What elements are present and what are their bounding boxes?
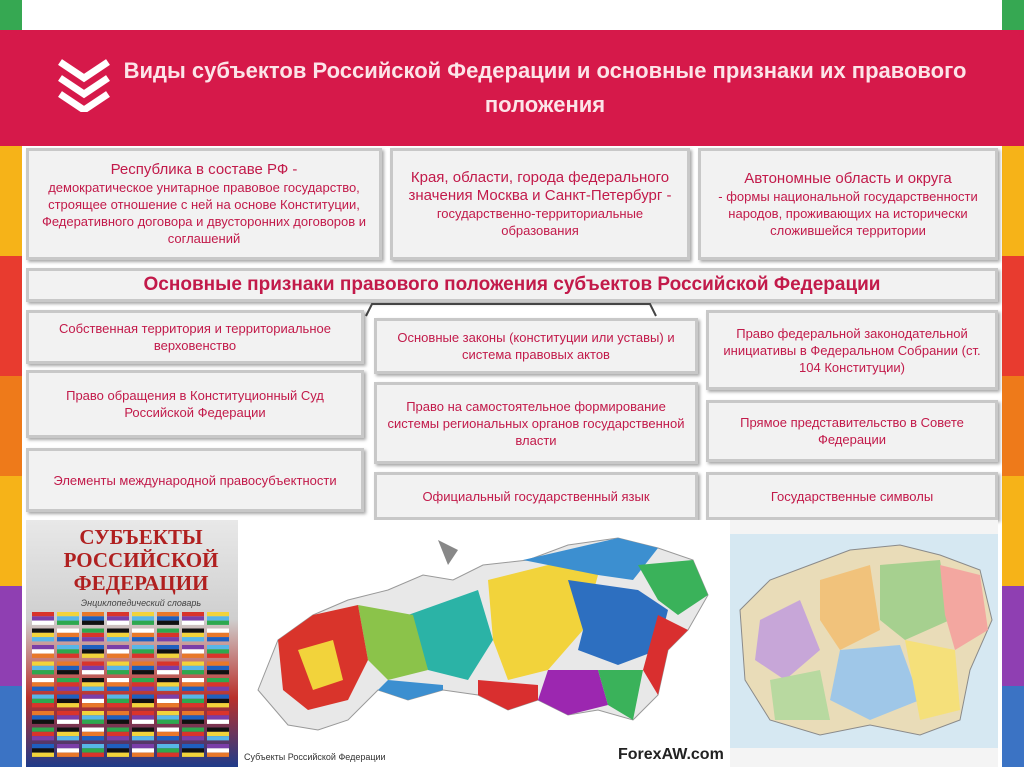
flag-icon [57, 711, 79, 724]
flag-icon [107, 612, 129, 625]
flag-icon [57, 678, 79, 691]
flag-icon [182, 629, 204, 642]
flag-icon [132, 645, 154, 658]
book-subtitle: Энциклопедический словарь [80, 598, 202, 608]
flag-icon [32, 728, 54, 741]
book-cover-image [26, 520, 238, 767]
feature-international [26, 448, 364, 512]
feature-text: Основные законы (конституции или уставы) и система правовых актов [397, 330, 675, 362]
flag-icon [82, 744, 104, 757]
feature-federation-council [706, 400, 998, 462]
flag-icon [32, 629, 54, 642]
flag-icon [157, 662, 179, 675]
type-panel-autonomous [698, 148, 998, 260]
flag-icon [207, 744, 229, 757]
flag-icon [157, 612, 179, 625]
watermark: ForexAW.com [618, 746, 724, 763]
flag-icon [132, 612, 154, 625]
book-title: СУБЪЕКТЫ РОССИЙСКОЙ ФЕДЕРАЦИИ [63, 525, 219, 595]
features-banner [26, 268, 998, 302]
flag-icon [107, 744, 129, 757]
feature-text: Прямое представительство в Совете Федерации [740, 415, 964, 447]
flag-icon [182, 645, 204, 658]
feature-text: Право обращения в Конституционный Суд Российской Федерации [66, 388, 324, 420]
feature-text: Элементы международной правосубъектности [53, 472, 337, 488]
feature-legislative-initiative [706, 310, 998, 390]
russia-regions-map [238, 520, 730, 767]
flag-icon [132, 662, 154, 675]
flag-icon [82, 612, 104, 625]
flag-icon [207, 629, 229, 642]
flag-icon [32, 612, 54, 625]
flag-icon [57, 629, 79, 642]
flag-icon [182, 695, 204, 708]
type-heading: Республика в составе РФ - [110, 161, 298, 178]
flag-icon [32, 662, 54, 675]
flag-icon [207, 711, 229, 724]
flag-icon [132, 695, 154, 708]
flag-icon [132, 678, 154, 691]
feature-state-symbols [706, 472, 998, 520]
type-heading: Автономные область и округа [744, 169, 952, 187]
flag-icon [157, 678, 179, 691]
flag-icon [107, 728, 129, 741]
flag-icon [182, 744, 204, 757]
flag-icon [57, 744, 79, 757]
flag-icon [82, 629, 104, 642]
flag-icon [82, 711, 104, 724]
flag-icon [207, 662, 229, 675]
flag-icon [132, 728, 154, 741]
flags-mosaic [32, 612, 232, 762]
page-title: Виды субъектов Российской Федерации и основные признаки их правового положения [123, 58, 967, 117]
flag-icon [207, 728, 229, 741]
flag-icon [182, 678, 204, 691]
feature-text: Официальный государственный язык [422, 488, 650, 504]
type-text: демократическое унитарное правовое государство, строящее отношение с ней на основе Конституции, Федеративного договора и двусторонних договоров и соглашений [41, 180, 367, 246]
flag-icon [182, 711, 204, 724]
feature-text: Право на самостоятельное формирование системы региональных органов государственной власти [387, 398, 685, 448]
flag-icon [82, 645, 104, 658]
flag-icon [107, 695, 129, 708]
flag-icon [82, 662, 104, 675]
flag-icon [207, 695, 229, 708]
flag-icon [107, 678, 129, 691]
flag-icon [32, 744, 54, 757]
flag-icon [32, 678, 54, 691]
flag-icon [182, 662, 204, 675]
flag-icon [57, 728, 79, 741]
flag-icon [207, 678, 229, 691]
flag-icon [157, 645, 179, 658]
features-banner-text: Основные признаки правового положения субъектов Российской Федерации [143, 274, 881, 295]
flag-icon [132, 629, 154, 642]
flag-icon [207, 645, 229, 658]
flag-icon [82, 678, 104, 691]
flag-icon [157, 711, 179, 724]
feature-official-language [374, 472, 698, 520]
flag-icon [57, 645, 79, 658]
type-text: государственно-территориальные образования [436, 206, 644, 238]
flag-icon [182, 612, 204, 625]
flag-icon [207, 612, 229, 625]
type-panel-republic [26, 148, 382, 260]
administrative-map [730, 520, 998, 767]
feature-constitutional-court [26, 370, 364, 438]
chevron-down-icon [56, 56, 112, 112]
flag-icon [132, 744, 154, 757]
flag-icon [132, 711, 154, 724]
flag-icon [107, 645, 129, 658]
flag-icon [107, 662, 129, 675]
flag-icon [107, 711, 129, 724]
flag-icon [32, 645, 54, 658]
flag-icon [107, 629, 129, 642]
type-panel-krai-oblast [390, 148, 690, 260]
type-heading: Края, области, города федерального значения Москва и Санкт-Петербург - [408, 169, 672, 204]
map-caption: Субъекты Российской Федерации [244, 752, 386, 762]
flag-icon [57, 695, 79, 708]
flag-icon [157, 728, 179, 741]
feature-text: Собственная территория и территориальное верховенство [59, 321, 331, 353]
type-text: - формы национальной государственности народов, проживающих на исторически сложившейся территории [718, 188, 978, 238]
flag-icon [32, 711, 54, 724]
feature-text: Государственные символы [770, 488, 934, 504]
feature-text: Право федеральной законодательной инициативы в Федеральном Собрании (ст. 104 Конституции) [723, 325, 981, 375]
flag-icon [182, 728, 204, 741]
flag-icon [57, 612, 79, 625]
flag-icon [157, 629, 179, 642]
flag-icon [82, 728, 104, 741]
feature-basic-laws [374, 318, 698, 374]
flag-icon [82, 695, 104, 708]
flag-icon [57, 662, 79, 675]
feature-territory [26, 310, 364, 364]
flag-icon [32, 695, 54, 708]
flag-icon [157, 744, 179, 757]
feature-self-governance [374, 382, 698, 464]
flag-icon [157, 695, 179, 708]
